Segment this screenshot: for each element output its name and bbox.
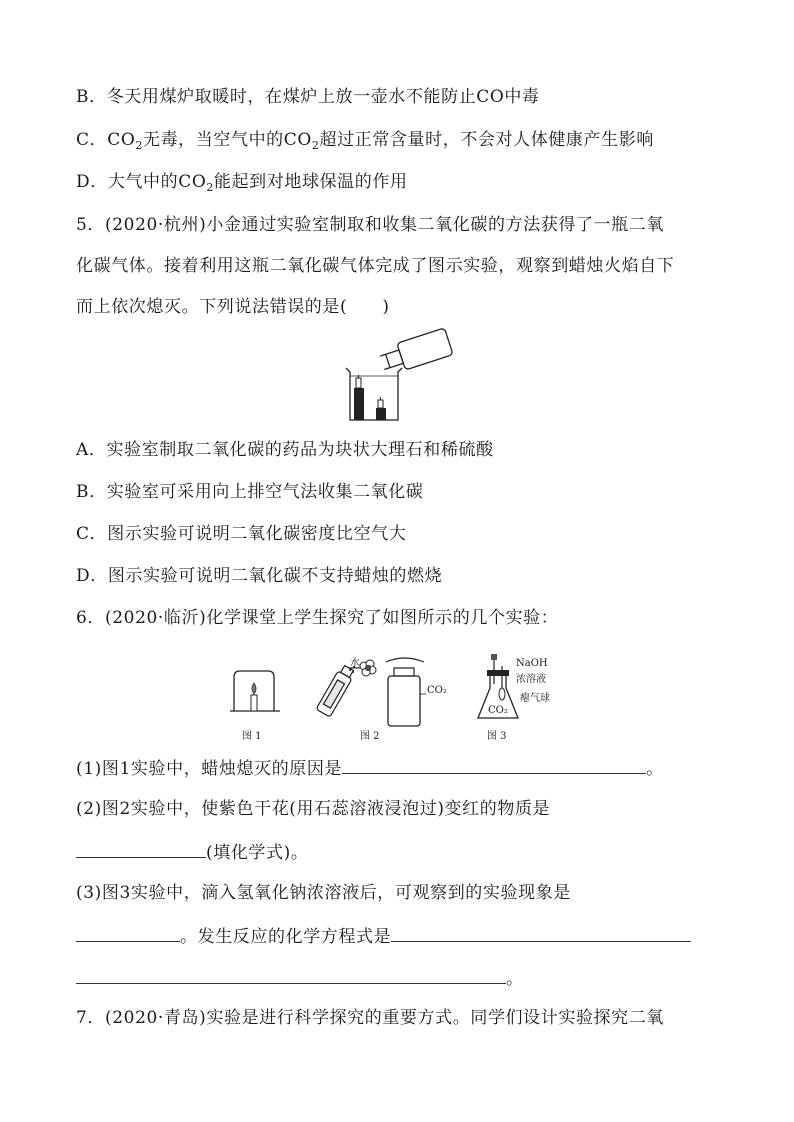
co2-label-fig3: CO₂: [488, 705, 508, 716]
q6-sub-1-end: 。: [646, 759, 664, 779]
subscript: 2: [311, 139, 320, 152]
q5-stem-line-3: 而上依次熄灭。下列说法错误的是( ): [76, 297, 390, 317]
q6-sub-2-end: (填化学式)。: [206, 843, 309, 863]
q6-sub-1: [76, 757, 664, 779]
co2-label-fig2: CO₂: [427, 685, 447, 696]
q6-sub-2-cont: [76, 841, 308, 863]
option-d: [76, 172, 408, 194]
naoh-label: NaOH: [516, 658, 548, 669]
q6-stem: 6．(2020·临沂)化学课堂上学生探究了如图所示的几个实验：: [76, 608, 559, 628]
q7-stem: 7．(2020·青岛)实验是进行科学探究的重要方式。同学们设计实验探究二氧: [76, 1008, 664, 1028]
option-c-text-3: 超过正常含量时，不会对人体健康产生影响: [319, 130, 654, 150]
figure-2-caption: 图 2: [360, 731, 380, 742]
answer-blank-2[interactable]: [76, 841, 206, 858]
option-d-text-2: 能起到对地球保温的作用: [213, 172, 408, 192]
answer-blank-1[interactable]: [342, 757, 646, 774]
q5-option-b: B．实验室可采用向上排空气法收集二氧化碳: [76, 482, 424, 502]
subscript: 2: [135, 139, 143, 152]
q6-sub-3-mid: 。发生反应的化学方程式是: [180, 927, 392, 947]
water-label: 水: [350, 658, 360, 669]
answer-blank-3[interactable]: [76, 925, 180, 942]
option-d-text-1: D．大气中的CO: [76, 172, 207, 192]
q6-sub-3-end-line: [76, 967, 524, 989]
q6-figure-1: [228, 665, 288, 725]
balloon-label: 瘪气球: [520, 693, 550, 704]
q6-sub-3: (3)图3实验中，滴入氢氧化钠浓溶液后，可观察到的实验现象是: [76, 883, 571, 903]
q5-option-c: C．图示实验可说明二氧化碳密度比空气大: [76, 524, 407, 544]
naoh-solution-label: 浓溶液: [516, 674, 546, 685]
q5-beaker-figure: [340, 328, 460, 428]
q5-stem-line-2: 化碳气体。接着利用这瓶二氧化碳气体完成了图示实验，观察到蜡烛火焰自下: [76, 256, 675, 276]
option-b: B．冬天用煤炉取暖时，在煤炉上放一壶水不能防止CO中毒: [76, 87, 540, 107]
q6-sub-1-text: (1)图1实验中，蜡烛熄灭的原因是: [76, 759, 343, 779]
answer-blank-4[interactable]: [391, 925, 691, 942]
q6-sub-3-cont: [76, 925, 691, 947]
figure-3-caption: 图 3: [487, 731, 507, 742]
figure-1-caption: 图 1: [242, 731, 262, 742]
option-c-text-2: 无毒，当空气中的CO: [142, 130, 312, 150]
q5-option-d: D．图示实验可说明二氧化碳不支持蜡烛的燃烧: [76, 566, 443, 586]
q6-sub-2: (2)图2实验中，使紫色干花(用石蕊溶液浸泡过)变红的物质是: [76, 799, 551, 819]
option-c: [76, 130, 654, 152]
answer-blank-5[interactable]: [76, 967, 506, 984]
q5-stem-line-1: 5．(2020·杭州)小金通过实验室制取和收集二氧化碳的方法获得了一瓶二氧: [76, 215, 664, 235]
subscript: 2: [206, 181, 214, 194]
q6-sub-3-end: 。: [506, 969, 524, 989]
option-c-text-1: C．CO: [76, 130, 136, 150]
q5-option-a: A．实验室制取二氧化碳的药品为块状大理石和稀硫酸: [76, 440, 494, 460]
